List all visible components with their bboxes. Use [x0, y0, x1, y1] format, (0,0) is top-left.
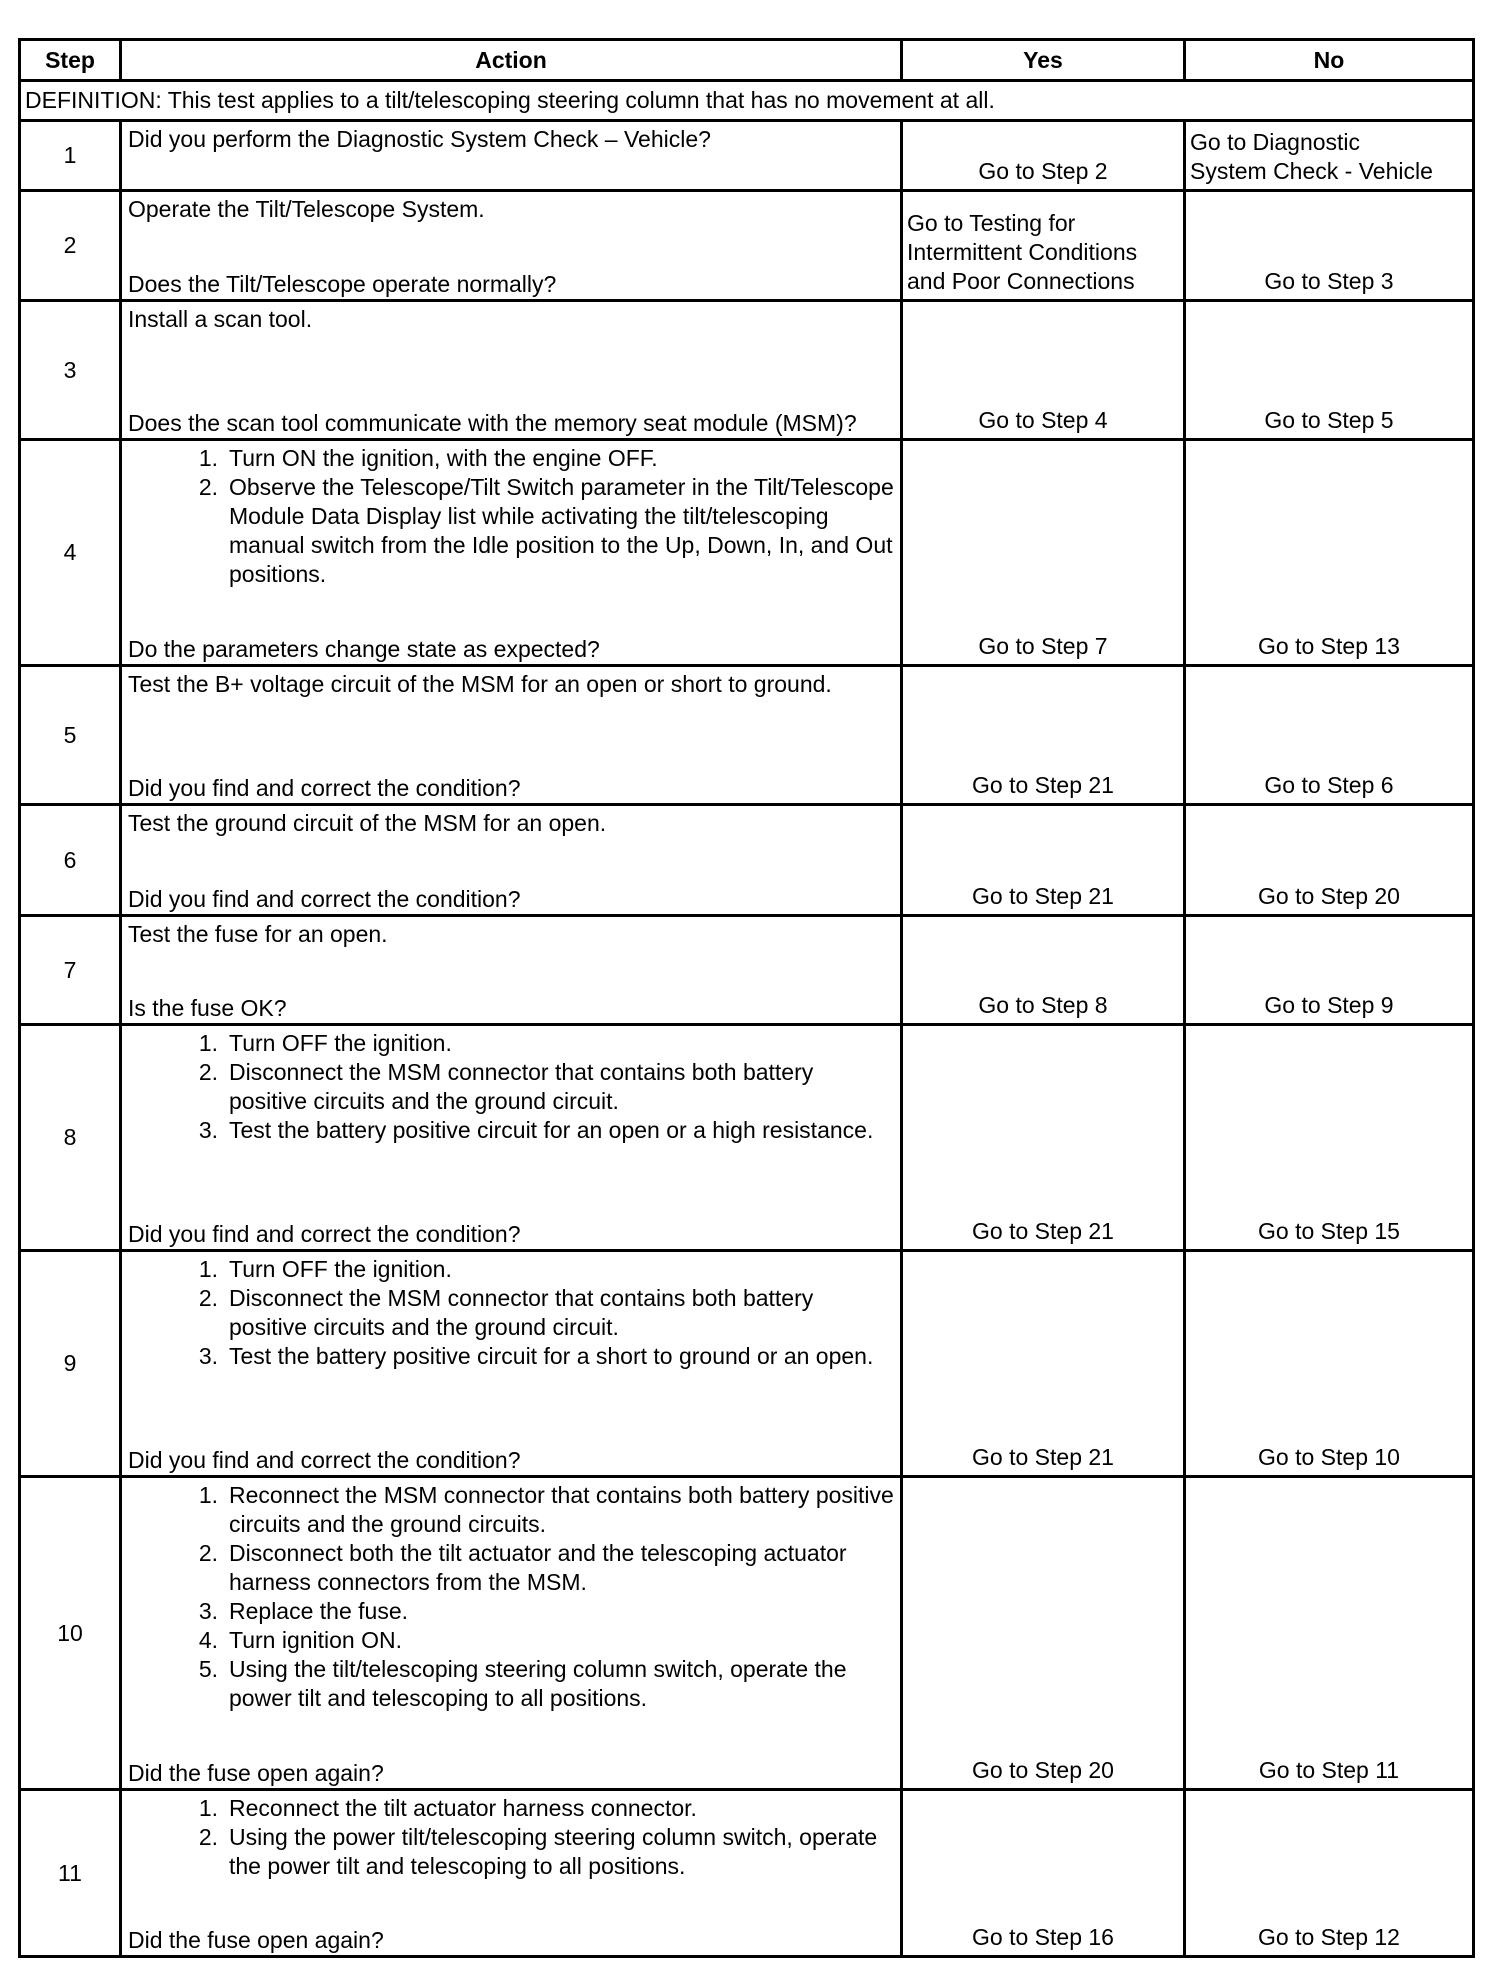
- yes-result: Go to Step 16: [902, 1790, 1185, 1957]
- question-text: Does the scan tool communicate with the memory seat module (MSM)?: [128, 410, 857, 436]
- yes-result: Go to Step 21: [902, 805, 1185, 916]
- action-list: [128, 444, 894, 589]
- list-item: 3. Test the battery positive circuit for a short to ground or an open.: [198, 1343, 874, 1369]
- yes-result: Go to Step 21: [902, 666, 1185, 805]
- list-item: 3. Test the battery positive circuit for an open or a high resistance.: [198, 1117, 874, 1143]
- yes-result: Go to Step 7: [902, 440, 1185, 666]
- list-item: 1. Turn ON the ignition, with the engine OFF.: [198, 445, 658, 471]
- definition-row: [20, 81, 1474, 121]
- action-text: Test the fuse for an open.: [128, 921, 388, 947]
- no-result: Go to Step 5: [1185, 301, 1474, 440]
- no-result: Go to Diagnostic System Check - Vehicle: [1185, 121, 1474, 191]
- action-cell: [121, 1790, 902, 1957]
- no-result: Go to Step 9: [1185, 916, 1474, 1025]
- action-text: Operate the Tilt/Telescope System.: [128, 196, 485, 222]
- no-result: Go to Step 3: [1185, 191, 1474, 301]
- step-number: 3: [20, 301, 121, 440]
- question-text: Did you find and correct the condition?: [128, 1221, 521, 1247]
- action-cell: [121, 301, 902, 440]
- question-text: Did you find and correct the condition?: [128, 886, 521, 912]
- header-action: Action: [121, 40, 902, 81]
- list-item: 1. Turn OFF the ignition.: [198, 1256, 452, 1282]
- yes-result: Go to Step 21: [902, 1025, 1185, 1251]
- list-item: 2. Disconnect the MSM connector that contains both battery positive circuits and the ground circuit.: [198, 1059, 814, 1114]
- no-result: Go to Step 12: [1185, 1790, 1474, 1957]
- list-item: 2. Observe the Telescope/Tilt Switch parameter in the Tilt/Telescope Module Data Display list while activating the tilt/telescoping manual switch from the Idle position to the Up, Down, In, and Out positions.: [198, 474, 894, 587]
- table-row: [20, 121, 1474, 191]
- question-text: Is the fuse OK?: [128, 995, 287, 1021]
- table-row: [20, 301, 1474, 440]
- action-cell: [121, 440, 902, 666]
- list-item: 2. Disconnect both the tilt actuator and the telescoping actuator harness connectors from the MSM.: [198, 1540, 847, 1595]
- table-row: [20, 1251, 1474, 1477]
- table-row: [20, 805, 1474, 916]
- step-number: 11: [20, 1790, 121, 1957]
- question-text: Did the fuse open again?: [128, 1760, 384, 1786]
- step-number: 8: [20, 1025, 121, 1251]
- yes-result: Go to Testing for Intermittent Conditions and Poor Connections: [902, 191, 1185, 301]
- action-cell: [121, 1251, 902, 1477]
- diagnostic-table: [18, 38, 1475, 1958]
- question-text: Do the parameters change state as expected?: [128, 636, 600, 662]
- action-list: [128, 1794, 894, 1881]
- header-no: No: [1185, 40, 1474, 81]
- action-text: Install a scan tool.: [128, 306, 313, 332]
- list-item: 2. Using the power tilt/telescoping steering column switch, operate the power tilt and telescoping to all positions.: [198, 1824, 878, 1879]
- list-item: 2. Disconnect the MSM connector that contains both battery positive circuits and the ground circuit.: [198, 1285, 814, 1340]
- question-text: Does the Tilt/Telescope operate normally?: [128, 271, 557, 297]
- action-cell: [121, 916, 902, 1025]
- list-item: 4. Turn ignition ON.: [198, 1627, 402, 1653]
- action-cell: [121, 1025, 902, 1251]
- step-number: 6: [20, 805, 121, 916]
- yes-result: Go to Step 20: [902, 1477, 1185, 1790]
- list-item: 3. Replace the fuse.: [198, 1598, 409, 1624]
- no-result: Go to Step 13: [1185, 440, 1474, 666]
- header-yes: Yes: [902, 40, 1185, 81]
- header-step: Step: [20, 40, 121, 81]
- no-result: Go to Step 15: [1185, 1025, 1474, 1251]
- action-cell: [121, 666, 902, 805]
- table-row: [20, 1790, 1474, 1957]
- action-cell: [121, 191, 902, 301]
- yes-result: Go to Step 4: [902, 301, 1185, 440]
- action-text: Test the B+ voltage circuit of the MSM for an open or short to ground.: [128, 671, 832, 697]
- action-cell: [121, 1477, 902, 1790]
- no-result: Go to Step 10: [1185, 1251, 1474, 1477]
- yes-result: Go to Step 21: [902, 1251, 1185, 1477]
- action-text: Test the ground circuit of the MSM for an open.: [128, 810, 607, 836]
- action-list: [128, 1481, 894, 1713]
- list-item: 5. Using the tilt/telescoping steering column switch, operate the power tilt and telescoping to all positions.: [198, 1656, 847, 1711]
- list-item: 1. Reconnect the MSM connector that contains both battery positive circuits and the ground circuits.: [198, 1482, 894, 1537]
- question-text: Did you find and correct the condition?: [128, 775, 521, 801]
- list-item: 1. Turn OFF the ignition.: [198, 1030, 452, 1056]
- step-number: 5: [20, 666, 121, 805]
- header-row: [20, 40, 1474, 81]
- no-result: Go to Step 20: [1185, 805, 1474, 916]
- table-row: [20, 440, 1474, 666]
- no-result: Go to Step 11: [1185, 1477, 1474, 1790]
- table-row: [20, 916, 1474, 1025]
- step-number: 9: [20, 1251, 121, 1477]
- list-item: 1. Reconnect the tilt actuator harness connector.: [198, 1795, 697, 1821]
- definition-text: DEFINITION: This test applies to a tilt/telescoping steering column that has no movement at all.: [20, 81, 1474, 121]
- step-number: 7: [20, 916, 121, 1025]
- no-result: Go to Step 6: [1185, 666, 1474, 805]
- action-cell: [121, 805, 902, 916]
- step-number: 10: [20, 1477, 121, 1790]
- action-text: Did you perform the Diagnostic System Check – Vehicle?: [121, 121, 902, 191]
- table-row: [20, 1477, 1474, 1790]
- action-list: [128, 1255, 894, 1371]
- question-text: Did the fuse open again?: [128, 1927, 384, 1953]
- step-number: 4: [20, 440, 121, 666]
- action-list: [128, 1029, 894, 1145]
- table-row: [20, 1025, 1474, 1251]
- table-row: [20, 666, 1474, 805]
- step-number: 1: [20, 121, 121, 191]
- table-row: [20, 191, 1474, 301]
- yes-result: Go to Step 2: [902, 121, 1185, 191]
- step-number: 2: [20, 191, 121, 301]
- question-text: Did you find and correct the condition?: [128, 1447, 521, 1473]
- yes-result: Go to Step 8: [902, 916, 1185, 1025]
